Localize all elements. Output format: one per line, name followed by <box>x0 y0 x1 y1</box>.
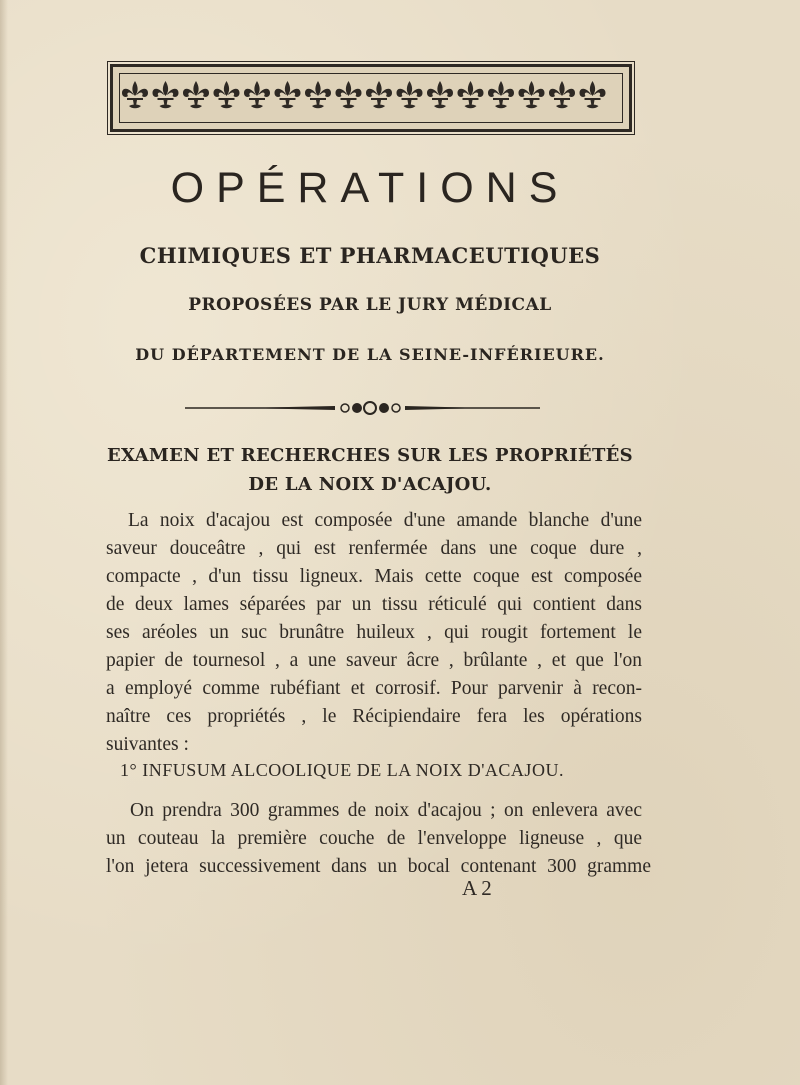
fleur-de-lis-icon <box>366 81 392 108</box>
section-title-line-1: EXAMEN ET RECHERCHES SUR LES PROPRIÉTÉS <box>107 445 633 466</box>
fleur-de-lis-icon <box>244 81 270 108</box>
paragraph-line: La noix d'acajou est composée d'une amande blanche d'une <box>128 510 642 531</box>
paragraph-line: saveur douceâtre , qui est renfermée dans une coque dure , <box>106 538 642 559</box>
signature-mark: A 2 <box>462 876 492 900</box>
fleur-de-lis-icon <box>458 81 484 108</box>
fleur-de-lis-icon <box>488 81 514 108</box>
fleur-de-lis-icon <box>580 81 606 108</box>
fleur-de-lis-icon <box>549 81 575 108</box>
decorative-rule <box>185 400 540 416</box>
title-line-3: PROPOSÉES PAR LE JURY MÉDICAL <box>188 295 552 315</box>
paragraph-line: un couteau la première couche de l'enveloppe ligneuse , que <box>106 828 642 849</box>
paragraph-line: ses aréoles un suc brunâtre huileux , qui rougit fortement le <box>106 622 642 643</box>
paragraph-line: compacte , d'un tissu ligneux. Mais cette coque est composée <box>106 566 642 587</box>
fleur-de-lis-icon <box>183 81 209 108</box>
page-edge <box>0 0 8 1085</box>
fleur-de-lis-icon <box>122 81 148 108</box>
fleur-de-lis-icon <box>519 81 545 108</box>
title-line-2: CHIMIQUES ET PHARMACEUTIQUES <box>139 243 601 268</box>
fleur-de-lis-icon <box>427 81 453 108</box>
fleur-de-lis-icon <box>305 81 331 108</box>
fleur-de-lis-icon <box>336 81 362 108</box>
ornamental-header-band <box>110 64 632 132</box>
page-title: OPÉRATIONS <box>170 164 570 212</box>
fleur-de-lis-icon <box>214 81 240 108</box>
paragraph-line: a employé comme rubéfiant et corrosif. Pour parvenir à recon- <box>106 678 642 699</box>
fleur-de-lis-icon <box>275 81 301 108</box>
paragraph-line: On prendra 300 grammes de noix d'acajou ; on enlevera avec <box>130 800 642 821</box>
subsection-heading: 1° INFUSUM ALCOOLIQUE DE LA NOIX D'ACAJOU. <box>120 760 564 780</box>
title-line-4: DU DÉPARTEMENT DE LA SEINE-INFÉRIEURE. <box>135 345 605 364</box>
paragraph-line: l'on jetera successivement dans un bocal contenant 300 gramme <box>106 856 651 877</box>
fleur-de-lis-ornament-row <box>113 67 629 129</box>
section-title-line-2: DE LA NOIX D'ACAJOU. <box>248 474 492 495</box>
paragraph-line: de deux lames séparées par un tissu réticulé qui contient dans <box>106 594 642 615</box>
paragraph-line: suivantes : <box>106 734 189 755</box>
paragraph-line: papier de tournesol , a une saveur âcre , brûlante , et que l'on <box>106 650 642 671</box>
fleur-de-lis-icon <box>153 81 179 108</box>
paragraph-line: naître ces propriétés , le Récipiendaire fera les opérations <box>106 706 642 727</box>
fleur-de-lis-icon <box>397 81 423 108</box>
